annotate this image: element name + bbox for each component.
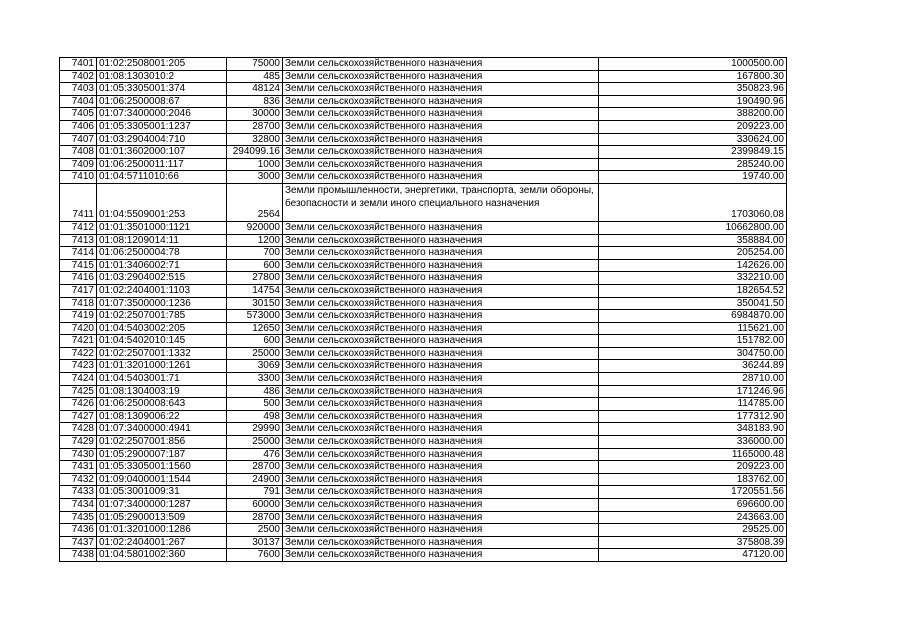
cadastral-number-cell: 01:08:1304003:19 xyxy=(97,385,227,398)
land-category-cell: Земли сельскохозяйственного назначения xyxy=(283,221,599,234)
cadastral-number-cell: 01:02:2507001:856 xyxy=(97,436,227,449)
row-number-cell: 7430 xyxy=(60,448,97,461)
land-category-cell: Земли сельскохозяйственного назначения xyxy=(283,70,599,83)
cadastral-value-cell: 209223.00 xyxy=(599,461,787,474)
row-number-cell: 7409 xyxy=(60,158,97,171)
land-category-cell: Земли сельскохозяйственного назначения xyxy=(283,360,599,373)
table-row xyxy=(60,511,787,524)
row-number-cell: 7420 xyxy=(60,322,97,335)
cadastral-value-cell: 1703060.08 xyxy=(599,183,787,221)
table-row xyxy=(60,310,787,323)
cadastral-value-cell: 332210.00 xyxy=(599,272,787,285)
row-number-cell: 7402 xyxy=(60,70,97,83)
area-cell: 600 xyxy=(227,335,283,348)
cadastral-value-cell: 182654.52 xyxy=(599,284,787,297)
cadastral-number-cell: 01:08:1209014:11 xyxy=(97,234,227,247)
land-category-cell: Земли сельскохозяйственного назначения xyxy=(283,398,599,411)
area-cell: 1200 xyxy=(227,234,283,247)
cadastral-value-cell: 1000500.00 xyxy=(599,58,787,71)
table-row xyxy=(60,461,787,474)
cadastral-value-cell: 115621.00 xyxy=(599,322,787,335)
land-category-cell: Земли сельскохозяйственного назначения xyxy=(283,171,599,184)
table-row xyxy=(60,423,787,436)
land-category-cell: Земли сельскохозяйственного назначения xyxy=(283,549,599,562)
cadastral-number-cell: 01:07:3400000:2046 xyxy=(97,108,227,121)
cadastral-value-cell: 183762.00 xyxy=(599,473,787,486)
table-row xyxy=(60,158,787,171)
land-category-cell: Земли сельскохозяйственного назначения xyxy=(283,524,599,537)
row-number-cell: 7407 xyxy=(60,133,97,146)
row-number-cell: 7425 xyxy=(60,385,97,398)
row-number-cell: 7418 xyxy=(60,297,97,310)
land-category-cell: Земли сельскохозяйственного назначения xyxy=(283,83,599,96)
row-number-cell: 7432 xyxy=(60,473,97,486)
table-row xyxy=(60,473,787,486)
table-body xyxy=(60,58,787,562)
cadastral-value-cell: 167800.30 xyxy=(599,70,787,83)
cadastral-number-cell: 01:04:5711010:66 xyxy=(97,171,227,184)
land-category-cell: Земли сельскохозяйственного назначения xyxy=(283,95,599,108)
table-row xyxy=(60,272,787,285)
row-number-cell: 7428 xyxy=(60,423,97,436)
row-number-cell: 7427 xyxy=(60,410,97,423)
land-category-cell: Земли сельскохозяйственного назначения xyxy=(283,272,599,285)
cadastral-value-cell: 171246.96 xyxy=(599,385,787,398)
table-row xyxy=(60,83,787,96)
cadastral-value-cell: 375808.39 xyxy=(599,536,787,549)
area-cell: 485 xyxy=(227,70,283,83)
cadastral-number-cell: 01:04:5403002:205 xyxy=(97,322,227,335)
row-number-cell: 7438 xyxy=(60,549,97,562)
table-row xyxy=(60,133,787,146)
table-row xyxy=(60,335,787,348)
cadastral-number-cell: 01:01:3602000:107 xyxy=(97,146,227,159)
cadastral-number-cell: 01:01:3406002:71 xyxy=(97,259,227,272)
area-cell: 60000 xyxy=(227,499,283,512)
cadastral-value-cell: 388200.00 xyxy=(599,108,787,121)
row-number-cell: 7405 xyxy=(60,108,97,121)
area-cell: 27800 xyxy=(227,272,283,285)
row-number-cell: 7413 xyxy=(60,234,97,247)
cadastral-value-cell: 350041.50 xyxy=(599,297,787,310)
cadastral-value-cell: 358884.00 xyxy=(599,234,787,247)
cadastral-value-cell: 114785.00 xyxy=(599,398,787,411)
row-number-cell: 7436 xyxy=(60,524,97,537)
land-category-cell: Земли сельскохозяйственного назначения xyxy=(283,499,599,512)
area-cell: 12650 xyxy=(227,322,283,335)
land-category-cell: Земли сельскохозяйственного назначения xyxy=(283,536,599,549)
land-category-cell: Земли сельскохозяйственного назначения xyxy=(283,259,599,272)
land-category-cell: Земли сельскохозяйственного назначения xyxy=(283,310,599,323)
area-cell: 294099.16 xyxy=(227,146,283,159)
land-category-cell: Земли сельскохозяйственного назначения xyxy=(283,347,599,360)
cadastral-number-cell: 01:01:3201000:1286 xyxy=(97,524,227,537)
row-number-cell: 7408 xyxy=(60,146,97,159)
area-cell: 48124 xyxy=(227,83,283,96)
row-number-cell: 7434 xyxy=(60,499,97,512)
area-cell: 1000 xyxy=(227,158,283,171)
area-cell: 30137 xyxy=(227,536,283,549)
area-cell: 24900 xyxy=(227,473,283,486)
table-row xyxy=(60,183,787,221)
cadastral-value-cell: 243663.00 xyxy=(599,511,787,524)
area-cell: 476 xyxy=(227,448,283,461)
cadastral-value-cell: 336000.00 xyxy=(599,436,787,449)
table-row xyxy=(60,360,787,373)
land-category-cell: Земли сельскохозяйственного назначения xyxy=(283,511,599,524)
table-row xyxy=(60,373,787,386)
cadastral-number-cell: 01:06:2500004:78 xyxy=(97,247,227,260)
cadastral-value-cell: 19740.00 xyxy=(599,171,787,184)
cadastral-value-cell: 348183.90 xyxy=(599,423,787,436)
row-number-cell: 7435 xyxy=(60,511,97,524)
table-row xyxy=(60,499,787,512)
land-category-cell: Земли промышленности, энергетики, транспорта, земли обороны, безопасности и земли иного специального назначения xyxy=(283,183,599,221)
area-cell: 28700 xyxy=(227,511,283,524)
cadastral-value-cell: 6984870.00 xyxy=(599,310,787,323)
area-cell: 3000 xyxy=(227,171,283,184)
table-row xyxy=(60,322,787,335)
cadastral-number-cell: 01:03:2904004:710 xyxy=(97,133,227,146)
land-category-cell: Земли сельскохозяйственного назначения xyxy=(283,120,599,133)
table-row xyxy=(60,410,787,423)
table-row xyxy=(60,247,787,260)
row-number-cell: 7429 xyxy=(60,436,97,449)
table-row xyxy=(60,297,787,310)
land-category-cell: Земли сельскохозяйственного назначения xyxy=(283,373,599,386)
table-row xyxy=(60,549,787,562)
land-category-cell: Земли сельскохозяйственного назначения xyxy=(283,108,599,121)
table-row xyxy=(60,448,787,461)
row-number-cell: 7431 xyxy=(60,461,97,474)
cadastral-value-cell: 190490.96 xyxy=(599,95,787,108)
cadastral-number-cell: 01:07:3400000:1287 xyxy=(97,499,227,512)
cadastral-number-cell: 01:02:2404001:1103 xyxy=(97,284,227,297)
land-category-cell: Земли сельскохозяйственного назначения xyxy=(283,436,599,449)
land-category-cell: Земли сельскохозяйственного назначения xyxy=(283,473,599,486)
row-number-cell: 7437 xyxy=(60,536,97,549)
area-cell: 791 xyxy=(227,486,283,499)
area-cell: 486 xyxy=(227,385,283,398)
area-cell: 2564 xyxy=(227,183,283,221)
cadastral-number-cell: 01:06:2500008:67 xyxy=(97,95,227,108)
area-cell: 28700 xyxy=(227,461,283,474)
table-row xyxy=(60,120,787,133)
table-row xyxy=(60,108,787,121)
table-row xyxy=(60,284,787,297)
land-category-cell: Земли сельскохозяйственного назначения xyxy=(283,234,599,247)
land-category-cell: Земли сельскохозяйственного назначения xyxy=(283,133,599,146)
row-number-cell: 7423 xyxy=(60,360,97,373)
cadastral-value-cell: 151782.00 xyxy=(599,335,787,348)
cadastral-number-cell: 01:05:2900007:187 xyxy=(97,448,227,461)
area-cell: 920000 xyxy=(227,221,283,234)
area-cell: 500 xyxy=(227,398,283,411)
land-category-cell: Земли сельскохозяйственного назначения xyxy=(283,158,599,171)
table-row xyxy=(60,347,787,360)
cadastral-value-cell: 28710.00 xyxy=(599,373,787,386)
table-row xyxy=(60,436,787,449)
cadastral-number-cell: 01:01:3501000:1121 xyxy=(97,221,227,234)
row-number-cell: 7411 xyxy=(60,183,97,221)
area-cell: 7600 xyxy=(227,549,283,562)
cadastral-value-cell: 2399849.15 xyxy=(599,146,787,159)
land-category-cell: Земли сельскохозяйственного назначения xyxy=(283,385,599,398)
cadastral-value-cell: 330624.00 xyxy=(599,133,787,146)
table-row xyxy=(60,234,787,247)
cadastral-value-cell: 350823.96 xyxy=(599,83,787,96)
table-row xyxy=(60,398,787,411)
area-cell: 3300 xyxy=(227,373,283,386)
row-number-cell: 7403 xyxy=(60,83,97,96)
cadastral-number-cell: 01:05:2900013:509 xyxy=(97,511,227,524)
area-cell: 28700 xyxy=(227,120,283,133)
area-cell: 14754 xyxy=(227,284,283,297)
land-category-cell: Земли сельскохозяйственного назначения xyxy=(283,448,599,461)
row-number-cell: 7433 xyxy=(60,486,97,499)
table-row xyxy=(60,70,787,83)
land-category-cell: Земли сельскохозяйственного назначения xyxy=(283,247,599,260)
row-number-cell: 7414 xyxy=(60,247,97,260)
row-number-cell: 7416 xyxy=(60,272,97,285)
cadastral-number-cell: 01:02:2404001:267 xyxy=(97,536,227,549)
area-cell: 25000 xyxy=(227,436,283,449)
land-category-cell: Земли сельскохозяйственного назначения xyxy=(283,335,599,348)
row-number-cell: 7406 xyxy=(60,120,97,133)
area-cell: 3069 xyxy=(227,360,283,373)
cadastral-number-cell: 01:03:2904002:515 xyxy=(97,272,227,285)
cadastral-number-cell: 01:05:3305001:1560 xyxy=(97,461,227,474)
cadastral-number-cell: 01:06:2500011:117 xyxy=(97,158,227,171)
land-category-cell: Земли сельскохозяйственного назначения xyxy=(283,58,599,71)
table-row xyxy=(60,486,787,499)
row-number-cell: 7401 xyxy=(60,58,97,71)
row-number-cell: 7424 xyxy=(60,373,97,386)
area-cell: 2500 xyxy=(227,524,283,537)
area-cell: 25000 xyxy=(227,347,283,360)
cadastral-value-cell: 209223.00 xyxy=(599,120,787,133)
cadastral-value-cell: 205254.00 xyxy=(599,247,787,260)
area-cell: 573000 xyxy=(227,310,283,323)
row-number-cell: 7415 xyxy=(60,259,97,272)
table-row xyxy=(60,385,787,398)
area-cell: 29990 xyxy=(227,423,283,436)
cadastral-number-cell: 01:04:5509001:253 xyxy=(97,183,227,221)
land-category-cell: Земли сельскохозяйственного назначения xyxy=(283,461,599,474)
land-category-cell: Земли сельскохозяйственного назначения xyxy=(283,486,599,499)
row-number-cell: 7426 xyxy=(60,398,97,411)
table-row xyxy=(60,259,787,272)
cadastral-value-cell: 142626.00 xyxy=(599,259,787,272)
cadastral-number-cell: 01:09:0400001:1544 xyxy=(97,473,227,486)
row-number-cell: 7421 xyxy=(60,335,97,348)
land-category-cell: Земли сельскохозяйственного назначения xyxy=(283,297,599,310)
cadastral-number-cell: 01:01:3201000:1261 xyxy=(97,360,227,373)
table-row xyxy=(60,524,787,537)
cadastral-value-cell: 10662800.00 xyxy=(599,221,787,234)
cadastral-value-cell: 177312.90 xyxy=(599,410,787,423)
area-cell: 836 xyxy=(227,95,283,108)
area-cell: 30000 xyxy=(227,108,283,121)
cadastral-value-cell: 285240.00 xyxy=(599,158,787,171)
cadastral-value-cell: 696600.00 xyxy=(599,499,787,512)
table-row xyxy=(60,171,787,184)
row-number-cell: 7422 xyxy=(60,347,97,360)
area-cell: 30150 xyxy=(227,297,283,310)
cadastral-number-cell: 01:08:1309006:22 xyxy=(97,410,227,423)
land-category-cell: Земли сельскохозяйственного назначения xyxy=(283,322,599,335)
cadastral-number-cell: 01:07:3500000:1236 xyxy=(97,297,227,310)
cadastral-number-cell: 01:05:3305001:1237 xyxy=(97,120,227,133)
table-row xyxy=(60,95,787,108)
land-category-cell: Земли сельскохозяйственного назначения xyxy=(283,284,599,297)
row-number-cell: 7417 xyxy=(60,284,97,297)
cadastral-number-cell: 01:05:3001009:31 xyxy=(97,486,227,499)
land-registry-table xyxy=(59,57,787,562)
cadastral-number-cell: 01:06:2500008:643 xyxy=(97,398,227,411)
area-cell: 700 xyxy=(227,247,283,260)
cadastral-number-cell: 01:04:5402010:145 xyxy=(97,335,227,348)
cadastral-value-cell: 29525.00 xyxy=(599,524,787,537)
cadastral-value-cell: 304750.00 xyxy=(599,347,787,360)
cadastral-value-cell: 47120.00 xyxy=(599,549,787,562)
area-cell: 75000 xyxy=(227,58,283,71)
cadastral-number-cell: 01:02:2507001:1332 xyxy=(97,347,227,360)
cadastral-number-cell: 01:02:2508001:205 xyxy=(97,58,227,71)
row-number-cell: 7412 xyxy=(60,221,97,234)
table-row xyxy=(60,146,787,159)
row-number-cell: 7419 xyxy=(60,310,97,323)
cadastral-number-cell: 01:02:2507001:785 xyxy=(97,310,227,323)
cadastral-value-cell: 1165000.48 xyxy=(599,448,787,461)
cadastral-number-cell: 01:07:3400000:4941 xyxy=(97,423,227,436)
cadastral-value-cell: 36244.89 xyxy=(599,360,787,373)
table-row xyxy=(60,58,787,71)
land-category-cell: Земли сельскохозяйственного назначения xyxy=(283,423,599,436)
area-cell: 32800 xyxy=(227,133,283,146)
table-row xyxy=(60,221,787,234)
area-cell: 600 xyxy=(227,259,283,272)
row-number-cell: 7404 xyxy=(60,95,97,108)
table-row xyxy=(60,536,787,549)
land-category-cell: Земли сельскохозяйственного назначения xyxy=(283,410,599,423)
cadastral-number-cell: 01:04:5801002:360 xyxy=(97,549,227,562)
row-number-cell: 7410 xyxy=(60,171,97,184)
land-category-cell: Земли сельскохозяйственного назначения xyxy=(283,146,599,159)
cadastral-number-cell: 01:05:3305001:374 xyxy=(97,83,227,96)
cadastral-number-cell: 01:04:5403001:71 xyxy=(97,373,227,386)
cadastral-value-cell: 1720551.56 xyxy=(599,486,787,499)
cadastral-number-cell: 01:08:1303010:2 xyxy=(97,70,227,83)
area-cell: 498 xyxy=(227,410,283,423)
